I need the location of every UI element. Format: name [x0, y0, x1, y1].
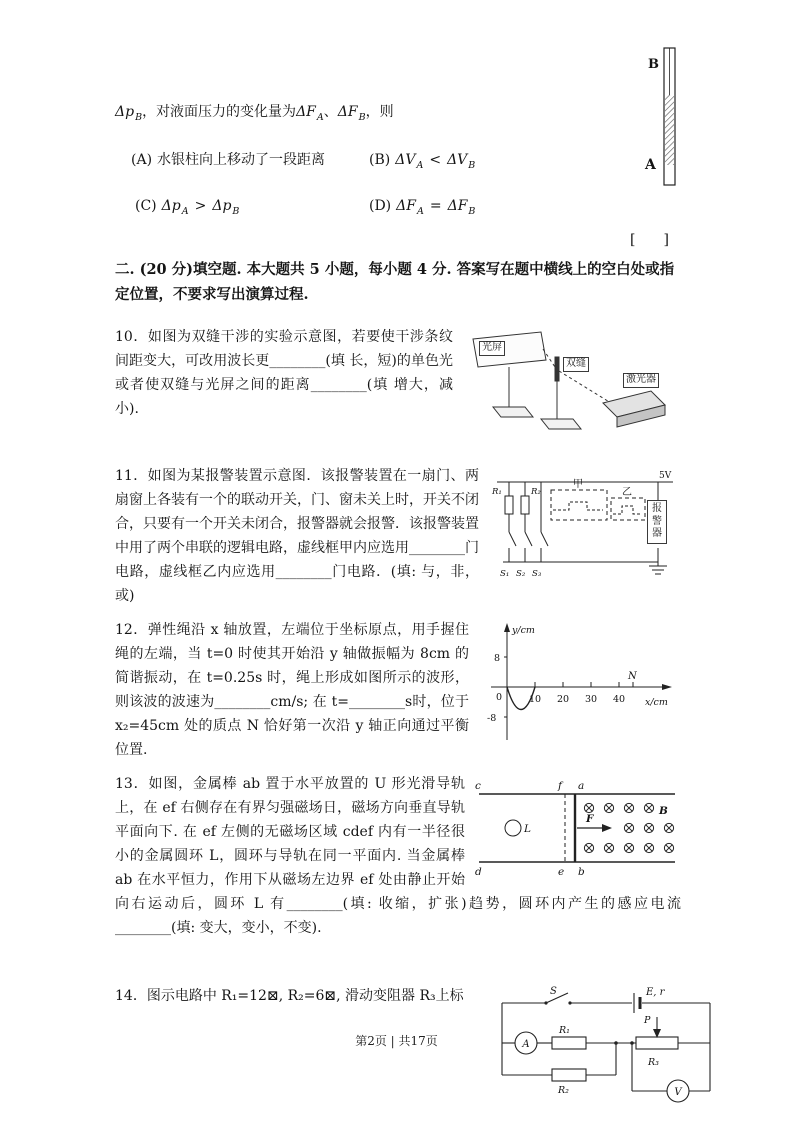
formula	[212, 198, 240, 217]
x-tick-20: 20	[556, 694, 570, 705]
option-d-label: (D)	[369, 198, 392, 214]
wave-graph-figure	[479, 620, 681, 748]
battery-label: E, r	[646, 987, 665, 998]
gate-wiring-jia	[553, 502, 603, 510]
formula-base: ΔV	[395, 152, 416, 168]
formula-base: Δp	[212, 198, 232, 214]
light-path-2	[559, 371, 611, 403]
ring-label: L	[524, 823, 531, 835]
yi-label: 乙	[622, 487, 632, 498]
r2-label: R₂	[531, 487, 541, 497]
formula-delta-p-b	[115, 104, 143, 123]
formula-delta-f-b	[337, 104, 366, 123]
switch-s2	[525, 532, 532, 546]
slit-stand-base	[541, 419, 581, 429]
origin-label: 0	[496, 692, 503, 703]
x-tick-30: 30	[584, 694, 598, 705]
double-slit-label: 双缝	[563, 357, 589, 372]
formula-sub: B	[358, 111, 366, 123]
switch-s3	[541, 532, 548, 546]
formula-base: ΔF	[337, 104, 358, 120]
r1-label: R₁	[559, 1025, 570, 1036]
s2-label: S₂	[516, 569, 526, 579]
question-12-text: 12．弹性绳沿 x 轴放置，左端位于坐标原点，用手握住绳的左端，当 t=0 时使其开始沿 y 轴做振幅为 8cm 的简谐振动，在 t=0.25s 时，绳上形成如图所示的波形，则该波的波速为________cm/s; 在 t=________s时，位于 x₂=45cm 处的质点 N 恰好第一次沿 y 轴正向通过平衡位置.	[115, 622, 469, 759]
formula-sub: A	[316, 111, 324, 123]
operator: >	[194, 198, 207, 214]
ground-symbol	[649, 566, 667, 574]
page-footer: 第2页 | 共17页	[355, 1034, 438, 1048]
question-13	[115, 772, 681, 941]
alarm-label: 报警器	[647, 500, 667, 544]
question-11-text: 11．如图为某报警装置示意图．该报警装置在一扇门、两扇窗上各装有一个的联动开关，门、窗未关上时，开关不闭合，只要有一个开关未闭合，报警器就会报警．该报警装置中用了两个串联的逻辑电路，虚线框甲内应选用________门电路，虚线框乙内应选用________门电路．(填: 与，非，或)	[115, 468, 479, 605]
option-b-label: (B)	[369, 152, 391, 168]
point-n-label: N	[628, 671, 637, 682]
resistor-r2	[521, 496, 529, 514]
point-a-label: a	[578, 780, 585, 792]
formula-sub: A	[416, 205, 424, 217]
x-axis-label: x/cm	[645, 697, 668, 708]
screen-stand-base	[493, 407, 533, 417]
intro-text-1: ，对液面压力的变化量为	[142, 104, 297, 120]
resistor-r1	[505, 496, 513, 514]
option-c	[135, 194, 369, 220]
formula-base: ΔF	[396, 198, 416, 214]
switch-pivot-dot	[544, 1001, 547, 1004]
formula-sub: A	[416, 159, 424, 171]
formula-sub: A	[181, 205, 189, 217]
y-max-label: 8	[494, 653, 501, 664]
point-b-label: b	[578, 866, 585, 878]
supply-label: 5V	[659, 471, 672, 481]
mercury-column	[665, 95, 674, 165]
metal-ring	[505, 820, 521, 836]
alarm-circuit-figure	[489, 466, 681, 584]
switch-label: S	[550, 986, 557, 997]
formula-sub: B	[468, 205, 476, 217]
double-slit-figure	[463, 327, 681, 439]
slit-plate	[555, 357, 559, 381]
question-10	[115, 325, 681, 445]
point-f-label: f	[558, 780, 562, 792]
switch-contact-dot	[568, 1001, 571, 1004]
switch-s1	[509, 532, 516, 546]
option-d	[369, 194, 475, 220]
operator: <	[429, 152, 442, 168]
option-a-label: (A)	[131, 152, 153, 168]
point-e-label: e	[558, 866, 565, 878]
question-10-text: 10．如图为双缝干涉的实验示意图，若要使干涉条纹间距变大，可改用波长更________(填 长，短)的单色光 或者使双缝与光屏之间的距离________(填 增大，减小).	[115, 329, 453, 418]
dashed-box-jia	[551, 490, 607, 520]
voltmeter-label: V	[674, 1087, 682, 1098]
intro-separator: 、	[323, 104, 338, 120]
formula	[447, 198, 476, 217]
question-14-text: 14．图示电路中 R₁=12⊠, R₂=6⊠, 滑动变阻器 R₃上标	[115, 988, 464, 1004]
rail-field-figure	[473, 774, 681, 878]
formula-sub: B	[135, 111, 143, 123]
question-11	[115, 464, 681, 608]
slider-label: P	[644, 1015, 651, 1026]
rail-field-diagram	[473, 774, 681, 878]
formula	[395, 152, 424, 171]
gate-wiring-yi	[613, 506, 642, 514]
q9-options-row-2	[135, 194, 636, 220]
option-b	[369, 148, 475, 174]
intro-text-2: ，则	[365, 104, 394, 120]
question-12	[115, 618, 681, 762]
tube-label-bottom: A	[645, 157, 656, 173]
question-13-text: 13．如图，金属棒 ab 置于水平放置的 U 形光滑导轨上，在 ef 右侧存在有界匀强磁场日，磁场方向垂直导轨平面向下. 在 ef 左侧的无磁场区域 cdef 内有一半径很小的金属圆环 L，圆环与导轨在同一平面内. 当金属棒 ab 在水平恒力，作用下从磁场左边界 ef 处由静止开始向右运动后，圆环 L 有________(填: 收缩，扩张)趋势，圆环内产生的感应电流________(填: 变大，变小，不变).	[115, 776, 681, 937]
formula-sub: B	[468, 159, 476, 171]
formula	[447, 152, 476, 171]
formula-base: ΔV	[447, 152, 468, 168]
force-label: F	[586, 813, 594, 825]
answer-bracket: [ ]	[630, 232, 669, 248]
field-label: B	[659, 805, 668, 817]
circuit-diagram	[488, 985, 723, 1117]
q9-options-row-1	[131, 148, 636, 174]
dashed-box-yi	[611, 498, 645, 520]
option-a-text: 水银柱向上移动了一段距离	[157, 152, 326, 168]
r3-label: R₃	[648, 1057, 659, 1068]
point-d-label: d	[475, 866, 482, 878]
option-a	[131, 148, 369, 174]
section-2-heading: 二. (20 分)填空题. 本大题共 5 小题，每小题 4 分. 答案写在题中横线上的空白处或指定位置，不要求写出演算过程.	[115, 261, 675, 303]
formula-base: ΔF	[296, 104, 316, 120]
wave-graph	[479, 620, 681, 748]
laser-label: 激光器	[623, 373, 659, 388]
tube-body	[664, 48, 675, 185]
x-tick-10: 10	[528, 694, 542, 705]
axes	[491, 628, 669, 740]
r2-label: R₂	[558, 1085, 569, 1096]
screen-label: 光屏	[479, 341, 505, 356]
option-c-label: (C)	[135, 198, 157, 214]
circuit-figure	[488, 985, 723, 1117]
tube-diagram	[640, 45, 696, 195]
y-axis-arrow	[504, 623, 510, 632]
y-min-label: -8	[487, 713, 497, 724]
y-axis-label: y/cm	[512, 625, 535, 636]
formula-base: Δp	[115, 104, 135, 120]
point-c-label: c	[475, 780, 481, 792]
tube-label-top: B	[648, 57, 659, 72]
formula-base: Δp	[161, 198, 181, 214]
x-axis-arrow	[662, 684, 672, 690]
force-arrowhead	[602, 824, 612, 832]
question-9-intro	[115, 100, 630, 126]
formula-sub: B	[232, 205, 240, 217]
s3-label: S₃	[532, 569, 542, 579]
formula	[396, 198, 424, 217]
formula	[161, 198, 189, 217]
question-14	[115, 984, 477, 1008]
jia-label: 甲	[573, 479, 583, 490]
ammeter-label: A	[522, 1039, 530, 1050]
formula-base: ΔF	[447, 198, 468, 214]
operator: =	[429, 198, 442, 214]
s1-label: S₁	[500, 569, 510, 579]
tube-figure	[640, 45, 696, 195]
formula-delta-f-a	[296, 104, 324, 123]
x-tick-40: 40	[612, 694, 626, 705]
resistor-r2	[552, 1069, 586, 1081]
r1-label: R₁	[492, 487, 502, 497]
